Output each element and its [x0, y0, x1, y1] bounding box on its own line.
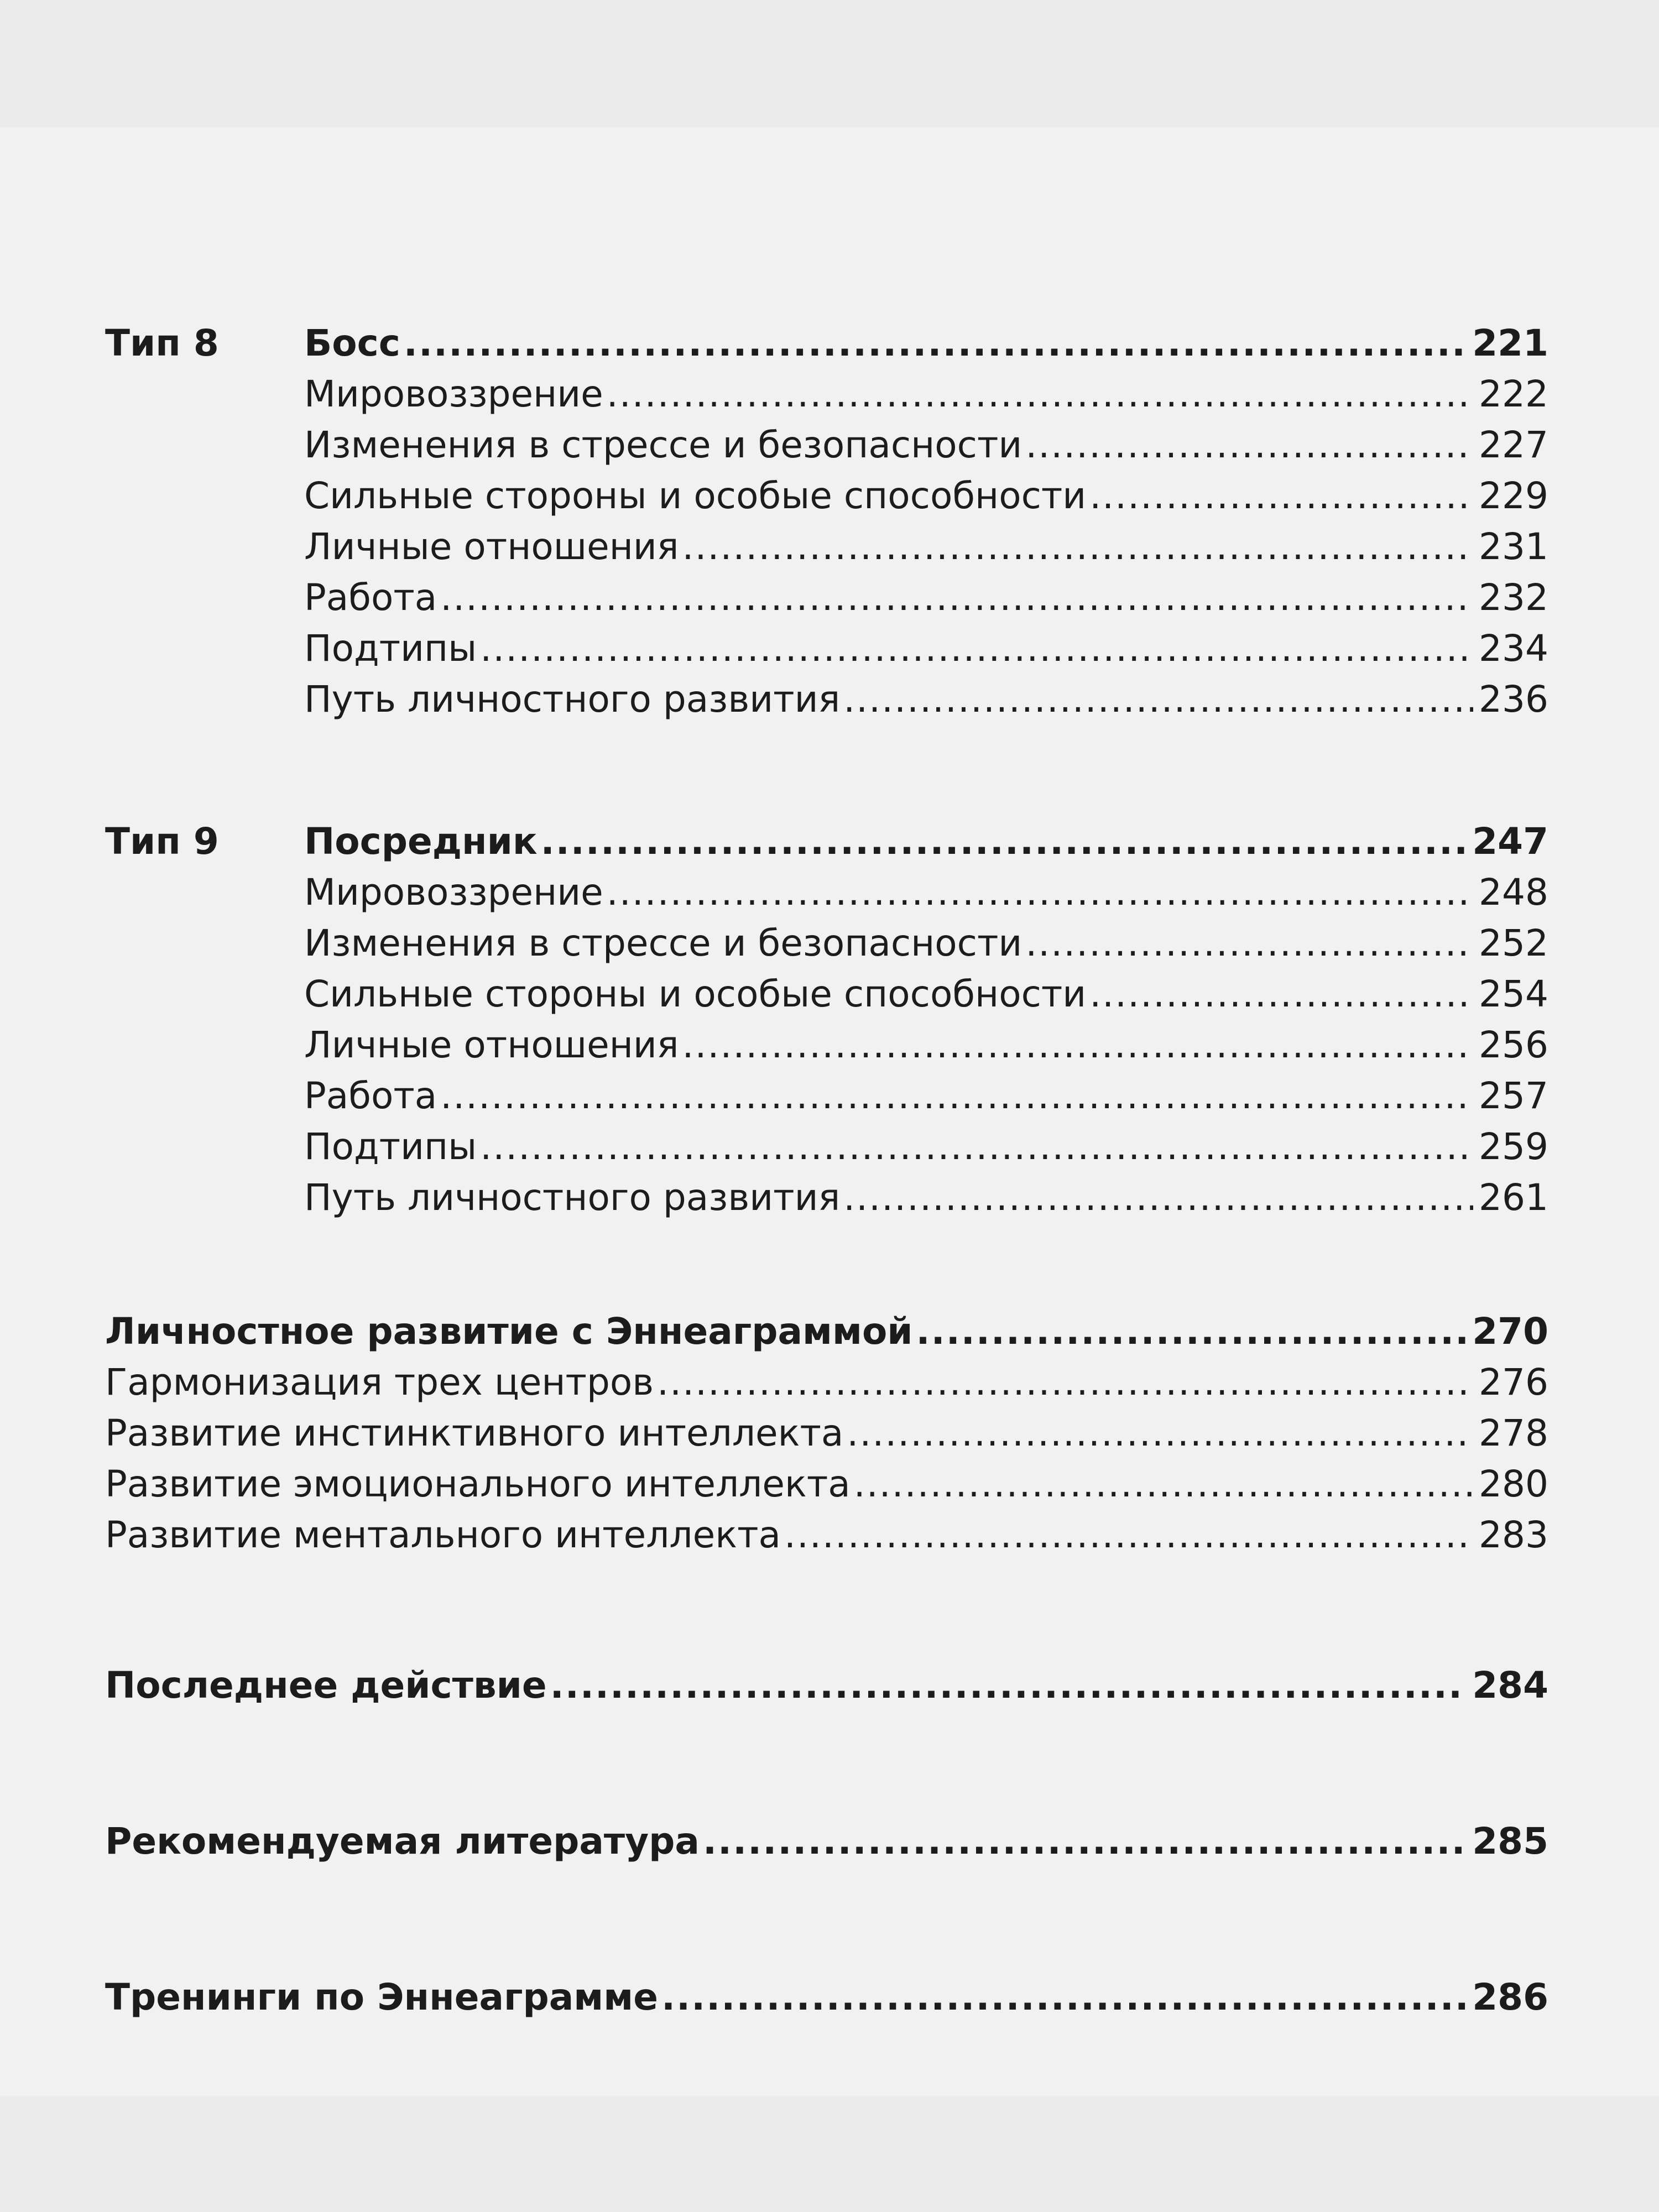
toc-entry [105, 369, 1548, 420]
page-number: 229 [1479, 474, 1548, 517]
toc-entry [105, 1408, 1548, 1459]
page-number: 234 [1479, 627, 1548, 670]
page-number: 221 [1472, 322, 1548, 364]
toc-entry [105, 572, 1548, 623]
dot-leader [657, 1357, 1473, 1408]
toc-section-trainings [105, 1972, 1548, 2023]
toc-entry [105, 918, 1548, 969]
page-number: 227 [1479, 424, 1548, 466]
entry-title: Изменения в стрессе и безопасности [304, 922, 1022, 964]
dot-leader [607, 867, 1473, 918]
dot-leader [843, 1172, 1473, 1223]
entry-title: Личные отношения [304, 525, 679, 568]
dot-leader [843, 674, 1473, 725]
page-number: 283 [1479, 1514, 1548, 1556]
dot-leader [1089, 471, 1473, 521]
dot-leader [703, 1816, 1467, 1867]
page-number: 222 [1479, 373, 1548, 415]
toc-entry [105, 969, 1548, 1020]
toc-entry [105, 867, 1548, 918]
page-number: 285 [1472, 1820, 1548, 1863]
toc-entry [105, 1357, 1548, 1408]
page-number: 232 [1479, 576, 1548, 619]
dot-leader [550, 1660, 1467, 1711]
dot-leader [404, 318, 1467, 369]
dot-leader [480, 623, 1473, 674]
page-number: 257 [1479, 1074, 1548, 1117]
toc-chapter-type9 [105, 816, 1548, 867]
dot-leader [1025, 420, 1473, 471]
toc-entry [105, 1510, 1548, 1561]
page-number: 248 [1479, 871, 1548, 914]
dot-leader [480, 1121, 1473, 1172]
toc-entry [105, 1459, 1548, 1510]
page-number: 284 [1472, 1664, 1548, 1707]
entry-title: Развитие эмоционального интеллекта [105, 1463, 851, 1505]
toc-entry [105, 471, 1548, 521]
entry-title: Сильные стороны и особые способности [304, 474, 1087, 517]
section-title: Тренинги по Эннеаграмме [105, 1976, 658, 2018]
dot-leader [784, 1510, 1473, 1561]
table-of-contents [105, 318, 1548, 2023]
section-title: Рекомендуемая литература [105, 1820, 700, 1863]
book-page [0, 127, 1659, 2096]
dot-leader [541, 816, 1467, 867]
toc-entry [105, 1172, 1548, 1223]
dot-leader [916, 1306, 1467, 1357]
entry-title: Работа [304, 1074, 437, 1117]
toc-section-literature [105, 1816, 1548, 1867]
page-number: 256 [1479, 1024, 1548, 1066]
dot-leader [1025, 918, 1473, 969]
entry-title: Развитие ментального интеллекта [105, 1514, 781, 1556]
toc-chapter-type8 [105, 318, 1548, 369]
page-number: 252 [1479, 922, 1548, 964]
entry-title: Путь личностного развития [304, 1176, 841, 1219]
entry-title: Мировоззрение [304, 373, 603, 415]
dot-leader [661, 1972, 1467, 2023]
entry-title: Сильные стороны и особые способности [304, 973, 1087, 1015]
toc-entry [105, 1020, 1548, 1071]
dot-leader [682, 1020, 1473, 1071]
chapter-title: Босс [304, 322, 400, 364]
dot-leader [1089, 969, 1473, 1020]
page-number: 231 [1479, 525, 1548, 568]
chapter-number: Тип 9 [105, 820, 219, 863]
entry-title: Личные отношения [304, 1024, 679, 1066]
dot-leader [440, 1071, 1473, 1121]
dot-leader [440, 572, 1473, 623]
toc-section-last-action [105, 1660, 1548, 1711]
entry-title: Развитие инстинктивного интеллекта [105, 1412, 844, 1454]
page-number: 259 [1479, 1125, 1548, 1168]
toc-section-development [105, 1306, 1548, 1357]
page-number: 247 [1472, 820, 1548, 863]
section-title: Последнее действие [105, 1664, 547, 1707]
dot-leader [854, 1459, 1473, 1510]
entry-title: Изменения в стрессе и безопасности [304, 424, 1022, 466]
chapter-number: Тип 8 [105, 322, 219, 364]
toc-entry [105, 1071, 1548, 1121]
entry-title: Подтипы [304, 627, 477, 670]
dot-leader [607, 369, 1473, 420]
entry-title: Работа [304, 576, 437, 619]
page-number: 286 [1472, 1976, 1548, 2018]
page-number: 270 [1472, 1310, 1548, 1353]
dot-leader [682, 521, 1473, 572]
page-number: 236 [1479, 678, 1548, 721]
page-number: 276 [1479, 1361, 1548, 1404]
toc-entry [105, 1121, 1548, 1172]
toc-entry [105, 521, 1548, 572]
section-title: Личностное развитие с Эннеаграммой [105, 1310, 913, 1353]
entry-title: Путь личностного развития [304, 678, 841, 721]
entry-title: Мировоззрение [304, 871, 603, 914]
page-number: 261 [1479, 1176, 1548, 1219]
toc-entry [105, 420, 1548, 471]
page-number: 278 [1479, 1412, 1548, 1454]
entry-title: Гармонизация трех центров [105, 1361, 654, 1404]
page-number: 254 [1479, 973, 1548, 1015]
dot-leader [847, 1408, 1473, 1459]
toc-entry [105, 623, 1548, 674]
entry-title: Подтипы [304, 1125, 477, 1168]
page-number: 280 [1479, 1463, 1548, 1505]
toc-entry [105, 674, 1548, 725]
chapter-title: Посредник [304, 820, 538, 863]
